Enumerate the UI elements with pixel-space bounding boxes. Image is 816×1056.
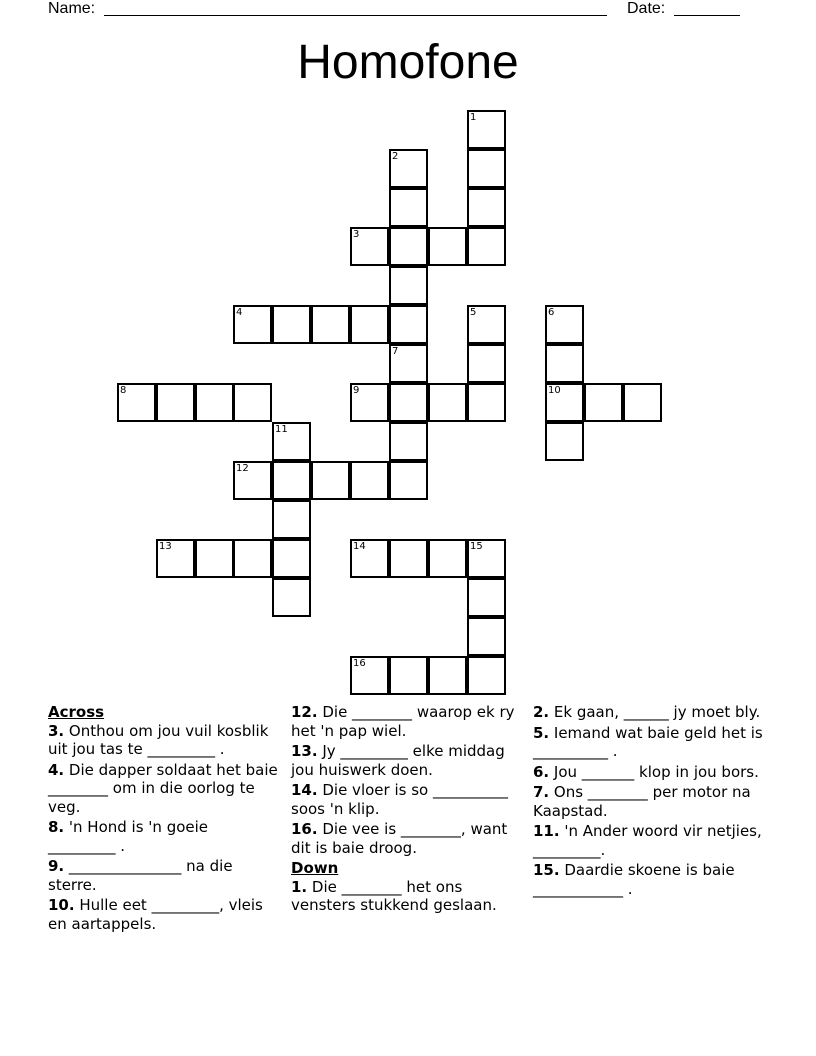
clue-text: Die ________ waarop ek ry het 'n pap wiel.: [291, 703, 520, 740]
cell-number: 4: [236, 307, 243, 318]
grid-cell[interactable]: [467, 344, 506, 383]
clue-number: 7.: [533, 783, 550, 801]
clue: [291, 781, 521, 818]
grid-cell[interactable]: [311, 461, 350, 500]
clue-number: 15.: [533, 861, 560, 879]
clue-text: Jy _________ elke middag jou huiswerk doen.: [291, 742, 510, 779]
grid-cell[interactable]: [272, 500, 311, 539]
grid-cell[interactable]: [467, 188, 506, 227]
clue-text: Die vee is ________, want dit is baie droog.: [291, 820, 513, 857]
clue-text: Die ________ het ons vensters stukkend geslaan.: [291, 877, 497, 914]
grid-cell[interactable]: [233, 383, 272, 422]
clue-number: 1.: [291, 877, 308, 896]
cell-number: 2: [392, 151, 399, 162]
clue-text: Onthou om jou vuil kosblik uit jou tas te _________ .: [48, 721, 274, 758]
grid-cell[interactable]: [156, 539, 195, 578]
clue-text: 'n Hond is 'n goeie _________ .: [48, 818, 213, 855]
cell-number: 11: [275, 424, 288, 435]
clue: [291, 878, 521, 915]
grid-cell[interactable]: [389, 305, 428, 344]
cell-number: 10: [548, 385, 561, 396]
cell-number: 12: [236, 463, 249, 474]
clue-text: Jou _______ klop in jou bors.: [549, 762, 759, 781]
grid-cell[interactable]: [545, 344, 584, 383]
grid-cell[interactable]: [467, 305, 506, 344]
clue: [291, 820, 521, 857]
grid-cell[interactable]: [350, 383, 389, 422]
cell-number: 3: [353, 229, 360, 240]
clue-number: 5.: [533, 723, 550, 742]
worksheet-header: [0, 0, 816, 22]
clue-text: Ons ________ per motor na Kaapstad.: [533, 783, 756, 820]
cell-number: 16: [353, 658, 366, 669]
grid-cell[interactable]: [467, 617, 506, 656]
grid-cell[interactable]: [467, 227, 506, 266]
clue-text: Iemand wat baie geld het is __________ .: [533, 723, 768, 760]
grid-cell[interactable]: [545, 422, 584, 461]
clue-number: 13.: [291, 742, 318, 760]
grid-cell[interactable]: [389, 227, 428, 266]
puzzle-title: Homofone: [297, 36, 519, 89]
grid-cell[interactable]: [272, 539, 311, 578]
clue: [48, 760, 283, 817]
clue-number: 12.: [291, 703, 318, 721]
cell-number: 6: [548, 307, 555, 318]
clue-text: Die dapper soldaat het baie ________ om in die oorlog te veg.: [48, 760, 283, 816]
grid-cell[interactable]: [389, 188, 428, 227]
grid-cell[interactable]: [272, 305, 311, 344]
clue: [533, 822, 767, 859]
grid-cell[interactable]: [428, 656, 467, 695]
clue-number: 6.: [533, 762, 550, 781]
date-label: Date:: [627, 0, 666, 17]
across-heading: Across: [48, 703, 105, 721]
clue-number: 16.: [291, 820, 318, 838]
grid-cell[interactable]: [311, 305, 350, 344]
grid-cell[interactable]: [195, 383, 234, 422]
grid-cell[interactable]: [272, 461, 311, 500]
clue: [48, 896, 278, 933]
date-line[interactable]: [674, 15, 740, 16]
clue-text: Ek gaan, ______ jy moet bly.: [549, 703, 761, 721]
clue: [48, 857, 278, 894]
clue-text: 'n Ander woord vir netjies, _________.: [533, 822, 767, 859]
grid-cell[interactable]: [467, 149, 506, 188]
clues-column-2: [291, 703, 521, 917]
grid-cell[interactable]: [389, 422, 428, 461]
grid-cell[interactable]: [389, 344, 428, 383]
cell-number: 1: [470, 112, 477, 123]
grid-cell[interactable]: [545, 383, 584, 422]
clue-number: 9.: [48, 857, 65, 875]
clue-number: 11.: [533, 822, 560, 840]
grid-cell[interactable]: [467, 539, 506, 578]
grid-cell[interactable]: [233, 305, 272, 344]
clue-text: Die vloer is so __________ soos 'n klip.: [291, 781, 513, 818]
grid-cell[interactable]: [467, 383, 506, 422]
name-label: Name:: [48, 0, 96, 17]
grid-cell[interactable]: [467, 656, 506, 695]
grid-cell[interactable]: [428, 383, 467, 422]
clue: [533, 703, 763, 722]
cell-number: 5: [470, 307, 477, 318]
clues-column-1: [48, 703, 283, 935]
clue: [291, 703, 521, 740]
grid-cell[interactable]: [350, 305, 389, 344]
grid-cell[interactable]: [389, 539, 428, 578]
clue: [291, 742, 521, 779]
grid-cell[interactable]: [428, 227, 467, 266]
clue-number: 2.: [533, 703, 550, 721]
grid-cell[interactable]: [272, 422, 311, 461]
grid-cell[interactable]: [623, 383, 662, 422]
clue-number: 14.: [291, 781, 318, 799]
grid-cell[interactable]: [389, 266, 428, 305]
grid-cell[interactable]: [389, 383, 428, 422]
clue-text: Daardie skoene is baie ____________ .: [533, 861, 740, 898]
grid-cell[interactable]: [389, 149, 428, 188]
cell-number: 9: [353, 385, 360, 396]
cell-number: 8: [120, 385, 127, 396]
grid-cell[interactable]: [428, 539, 467, 578]
grid-cell[interactable]: [195, 539, 234, 578]
cell-number: 14: [353, 541, 366, 552]
clues-column-3: [533, 703, 768, 900]
grid-cell[interactable]: [156, 383, 195, 422]
clue: [533, 783, 763, 820]
grid-cell[interactable]: [350, 539, 389, 578]
cell-number: 7: [392, 346, 399, 357]
grid-cell[interactable]: [272, 578, 311, 617]
grid-cell[interactable]: [350, 656, 389, 695]
cell-number: 13: [159, 541, 172, 552]
grid-cell[interactable]: [350, 461, 389, 500]
grid-cell[interactable]: [467, 578, 506, 617]
clue: [48, 818, 278, 855]
clue: [48, 722, 278, 759]
clue: [533, 861, 763, 898]
name-line[interactable]: [104, 15, 607, 16]
grid-cell[interactable]: [350, 227, 389, 266]
clue-text: _______________ na die sterre.: [48, 857, 238, 894]
grid-cell[interactable]: [389, 461, 428, 500]
grid-cell[interactable]: [389, 656, 428, 695]
clue-number: 10.: [48, 896, 75, 914]
clue-number: 4.: [48, 760, 65, 779]
clue-text: Hulle eet _________, vleis en aartappels.: [48, 896, 268, 933]
grid-cell[interactable]: [467, 110, 506, 149]
grid-cell[interactable]: [117, 383, 156, 422]
grid-cell[interactable]: [584, 383, 623, 422]
grid-cell[interactable]: [545, 305, 584, 344]
clue: [533, 763, 763, 782]
clue: [533, 723, 768, 761]
grid-cell[interactable]: [233, 539, 272, 578]
clue-number: 8.: [48, 818, 65, 836]
down-heading: Down: [291, 859, 339, 877]
clue-number: 3.: [48, 721, 65, 740]
cell-number: 15: [470, 541, 483, 552]
grid-cell[interactable]: [233, 461, 272, 500]
